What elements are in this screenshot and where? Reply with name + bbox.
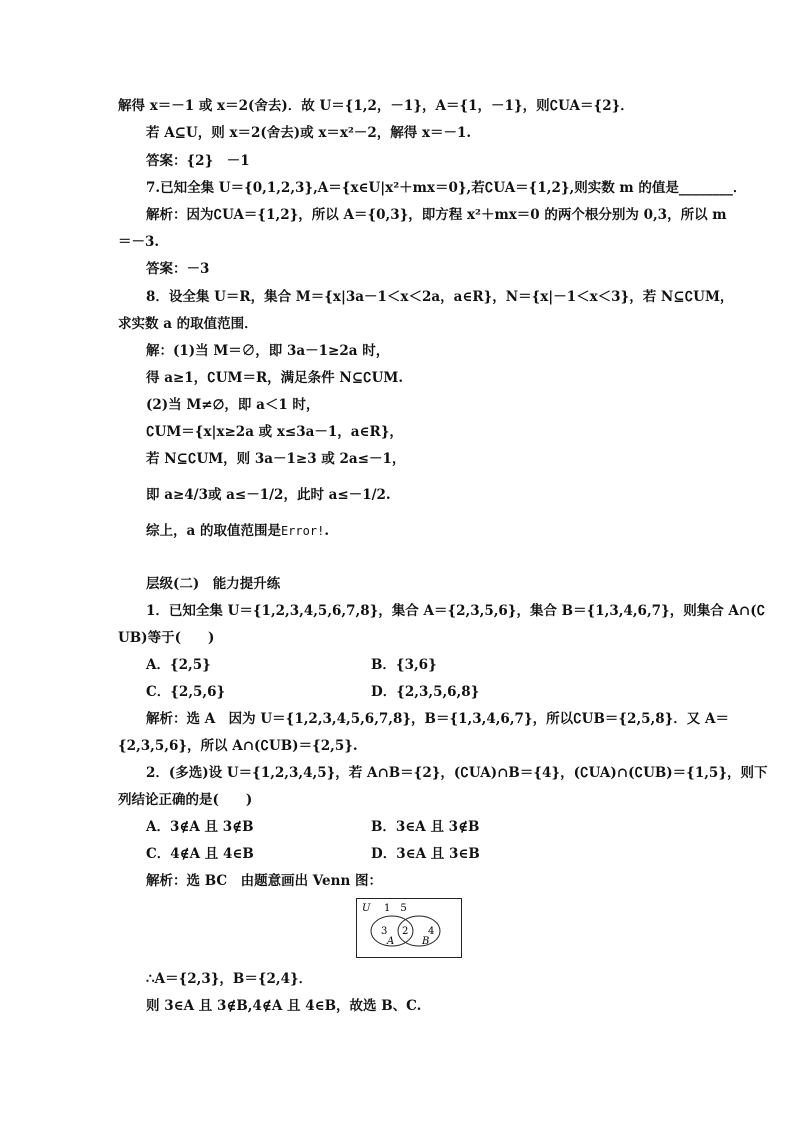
option-b: B．3∈A 且 3∉B	[371, 819, 480, 835]
text-line	[146, 522, 329, 540]
universe-label: U	[362, 903, 371, 914]
text-line: (2)当 M≠∅，即 a＜1 时，	[146, 397, 320, 413]
solution-line: ∴A＝{2,3}，B＝{2,4}．	[146, 971, 313, 987]
section-title: 层级(二) 能力提升练	[146, 576, 281, 592]
text-line: 答案：{2} －1	[146, 153, 250, 169]
question-7-stem: 7.已知全集 U＝{0,1,2,3},A＝{x∈U|x²＋mx＝0},若∁UA＝{1,2},则实数 m 的值是________．	[146, 180, 747, 196]
only-a-element: 3	[381, 926, 388, 937]
text-line: 即 a≥4/3或 a≤－1/2，此时 a≤－1/2.	[146, 487, 391, 503]
question-2-stem-cont: 列结论正确的是( )	[118, 792, 253, 808]
text-line: ∁UM＝{x|x≥2a 或 x≤3a－1，a∈R}，	[146, 424, 403, 440]
set-a-label: A	[387, 936, 395, 947]
option-a: A．{2,5}	[146, 657, 211, 673]
solution-line: 则 3∈A 且 3∉B,4∉A 且 4∈B，故选 B、C.	[146, 998, 422, 1014]
text-line: 求实数 a 的取值范围．	[118, 316, 258, 332]
question-8-stem: 8．设全集 U＝R，集合 M＝{x|3a－1＜x＜2a，a∈R}，N＝{x|－1＜x＜3}，若 N⊆∁UM，	[146, 289, 734, 305]
question-1-stem-cont: UB)等于( )	[118, 630, 215, 646]
text-line: 若 A⊆U，则 x＝2(舍去)或 x＝x²－2，解得 x＝－1.	[146, 125, 472, 141]
option-b: B．{3,6}	[371, 657, 437, 673]
solution-line: 解析：选 BC 由题意画出 Venn 图：	[146, 873, 382, 889]
option-a: A．3∉A 且 3∉B	[146, 819, 254, 835]
solution-line: 解析：选 A 因为 U＝{1,2,3,4,5,6,7,8}，B＝{1,3,4,6,7}，所以∁UB＝{2,5,8}．又 A＝	[146, 711, 729, 727]
solution-line: {2,3,5,6}，所以 A∩(∁UB)＝{2,5}.	[118, 738, 358, 754]
text-line: 解：(1)当 M＝∅，即 3a－1≥2a 时，	[146, 343, 390, 359]
question-1-stem: 1．已知全集 U＝{1,2,3,4,5,6,7,8}，集合 A＝{2,3,5,6}，集合 B＝{1,3,4,6,7}，则集合 A∩(∁	[146, 603, 766, 619]
text-line: ＝－3.	[118, 234, 160, 250]
text-line: 若 N⊆∁UM，则 3a－1≥3 或 2a≤－1，	[146, 451, 406, 467]
question-2-stem: 2．(多选)设 U＝{1,2,3,4,5}，若 A∩B＝{2}，(∁UA)∩B＝{4}，(∁UA)∩(∁UB)＝{1,5}，则下	[146, 765, 768, 781]
text-line: 解得 x＝－1 或 x＝2(舍去)．故 U＝{1,2，－1}，A＝{1，－1}，则∁UA＝{2}．	[118, 98, 634, 114]
set-b-label: B	[422, 936, 430, 947]
text-line: 解析：因为∁UA＝{1,2}，所以 A＝{0,3}，即方程 x²＋mx＝0 的两个根分别为 0,3，所以 m	[146, 207, 727, 223]
text-line: 答案：－3	[146, 261, 210, 277]
conclusion-text: 综上，a 的取值范围是	[146, 523, 281, 539]
venn-diagram	[356, 898, 462, 958]
universe-box	[357, 899, 462, 958]
option-c: C．4∉A 且 4∈B	[146, 846, 254, 862]
option-c: C．{2,5,6}	[146, 684, 226, 700]
option-d: D．3∈A 且 3∈B	[371, 846, 480, 862]
text-line: 得 a≥1，∁UM＝R，满足条件 N⊆∁UM.	[146, 370, 404, 386]
error-token: Error!	[280, 524, 325, 538]
option-d: D．{2,3,5,6,8}	[371, 684, 480, 700]
conclusion-period: .	[324, 523, 330, 539]
intersection-element: 2	[402, 926, 409, 937]
outside-elements: 1 5	[384, 903, 407, 914]
only-b-element: 4	[428, 926, 435, 937]
